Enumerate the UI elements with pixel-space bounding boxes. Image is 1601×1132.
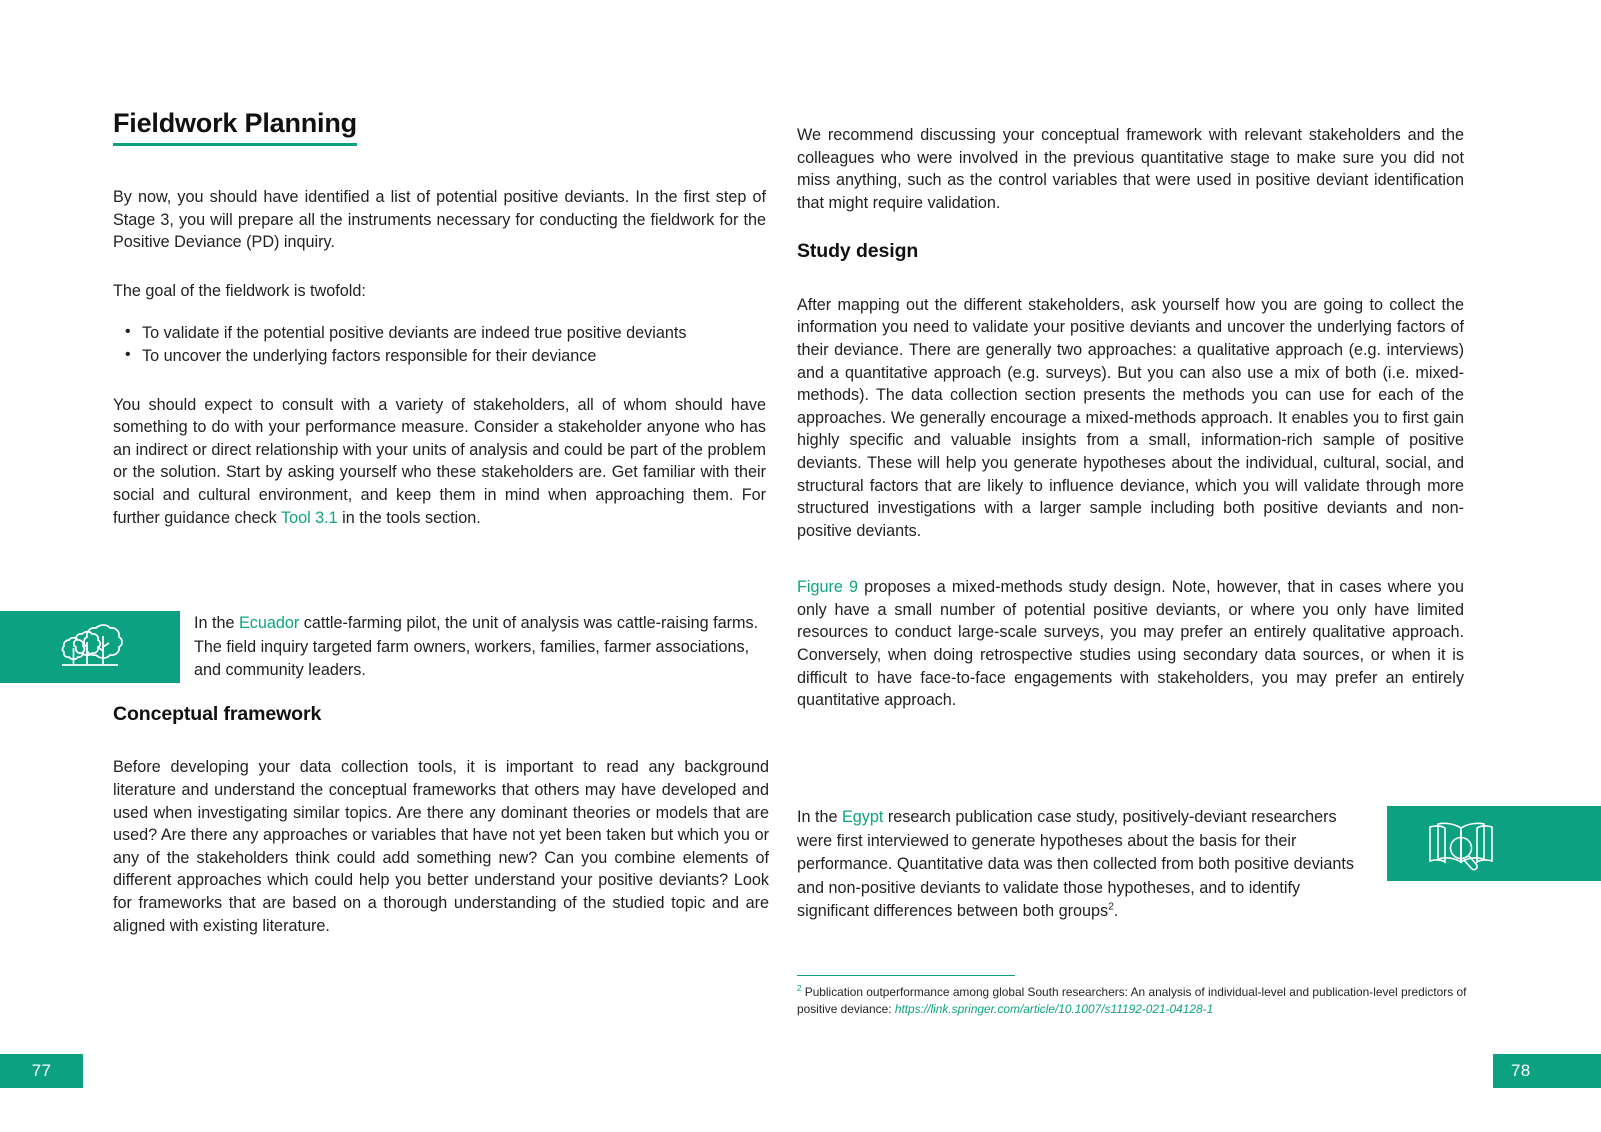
figure-9-paragraph <box>797 576 1464 712</box>
figure-9-link[interactable]: Figure 9 <box>797 578 858 597</box>
stakeholders-paragraph <box>113 394 766 530</box>
book-magnifier-icon <box>1424 815 1498 873</box>
footnote-url-link[interactable]: https://link.springer.com/article/10.1007/s11192-021-04128-1 <box>894 1001 1214 1016</box>
egypt-text-trailing: . <box>1113 902 1119 921</box>
stakeholders-text-part1: You should expect to consult with a variety of stakeholders, all of whom should have something to do with your performance measure. Consider a stakeholder anyone who has an indirect or direct relationship with your units of analysis and could be part of the problem or the solution. Start by asking yourself who these stakeholders are. Get familiar with their social and cultural environment, and keep them in mind when approaching them. For further guidance check <box>113 395 766 527</box>
conceptual-framework-heading: Conceptual framework <box>113 703 322 725</box>
list-item: • To uncover the underlying factors responsible for their deviance <box>142 345 766 368</box>
intro-paragraph: By now, you should have identified a list of potential positive deviants. In the first step of Stage 3, you will prepare all the instruments necessary for conducting the fieldwork for the Positive Deviance (PD) inquiry. <box>113 188 766 252</box>
callout-text-part2: cattle-farming pilot, the unit of analysis was cattle-raising farms. The field inquiry targeted farm owners, workers, families, farmer associations, and community leaders. <box>194 614 759 679</box>
footnote-citation-text: Publication outperformance among global South researchers: An analysis of individual-level and publication-level predictors of positive deviance: <box>797 985 1467 1016</box>
ecuador-callout <box>0 611 766 683</box>
footnote-block <box>797 975 1467 1017</box>
footnote-content <box>797 984 1467 1017</box>
conceptual-framework-paragraph: Before developing your data collection tools, it is important to read any background literature and understand the conceptual frameworks that others may have developed and used when investigating similar topics. Are there any dominant theories or models that are used? Are there any approaches or variables that have not yet been taken but which you or any of the stakeholders think could add something new? Can you combine elements of different approaches which could help you better understand your positive deviants? Look for frameworks that are based on a thorough understanding of the studied topic and are aligned with existing literature. <box>113 758 769 935</box>
study-design-heading: Study design <box>797 240 919 263</box>
country-label-ecuador: Ecuador <box>239 614 300 632</box>
footnote-separator <box>797 975 1015 976</box>
egypt-text-part1: In the <box>797 808 842 826</box>
fieldwork-goals-list <box>113 322 766 367</box>
page-title: Fieldwork Planning <box>113 108 357 146</box>
page-number-badge-right: 78 <box>1493 1054 1601 1088</box>
list-item: • To validate if the potential positive deviants are indeed true positive deviants <box>142 322 766 345</box>
right-page-content <box>797 124 1464 712</box>
egypt-callout-icon-swatch <box>1387 806 1601 881</box>
study-design-paragraph: After mapping out the different stakeholders, ask yourself how you are going to collect the information you need to validate your positive deviants and uncover the underlying factors of their deviance. There are generally two approaches: a qualitative approach (e.g. interviews) and a quantitative approach (e.g. surveys). But you can also use a mix of both (i.e. mixed-methods). The data collection section presents the methods you can use for each of the approaches. We generally encourage a mixed-methods approach. It enables you to first gain highly specific and valuable insights from a small, information-rich sample of positive deviants. These will help you generate hypotheses about the individual, cultural, social, and structural factors that are likely to influence deviance, which you will validate through more structured investigations with a larger sample including both positive deviants and non-positive deviants. <box>797 295 1464 540</box>
page-number-badge-left: 77 <box>0 1054 83 1088</box>
callout-icon-swatch <box>0 611 180 683</box>
stakeholders-text-part2: in the tools section. <box>337 508 481 527</box>
recommend-paragraph: We recommend discussing your conceptual framework with relevant stakeholders and the colleagues who were involved in the previous quantitative stage to make sure you did not miss anything, such as the control variables that were used in positive deviant identification that might require validation. <box>797 126 1464 212</box>
callout-text-part1: In the <box>194 614 239 632</box>
figure-9-text: proposes a mixed-methods study design. Note, however, that in cases where you only have a small number of potential positive deviants, or where you only have limited resources to conduct large-scale surveys, you may prefer an entirely qualitative approach. Conversely, when doing retrospective studies using secondary data sources, or when it is difficult to have face-to-face engagements with stakeholders, you may prefer an entirely quantitative approach. <box>797 578 1464 710</box>
trees-icon <box>56 620 124 674</box>
left-page-content <box>113 108 766 529</box>
footnote-marker-inline: 2 <box>1108 900 1114 913</box>
goal-lead-text: The goal of the fieldwork is twofold: <box>113 281 366 300</box>
left-page <box>0 0 800 1132</box>
country-label-egypt: Egypt <box>842 808 884 826</box>
egypt-callout-text <box>797 806 1367 924</box>
footnote-marker: 2 <box>797 984 802 994</box>
conceptual-framework-block <box>113 703 769 937</box>
egypt-text-part2: research publication case study, positively-deviant researchers were first interviewed to generate hypotheses about the basis for their performance. Quantitative data was then collected from both positive deviants and non-positive deviants to validate those hypotheses, and to identify significant differences between both groups <box>797 808 1354 921</box>
ecuador-callout-text <box>194 612 760 683</box>
tool-3-1-link[interactable]: Tool 3.1 <box>280 508 338 527</box>
